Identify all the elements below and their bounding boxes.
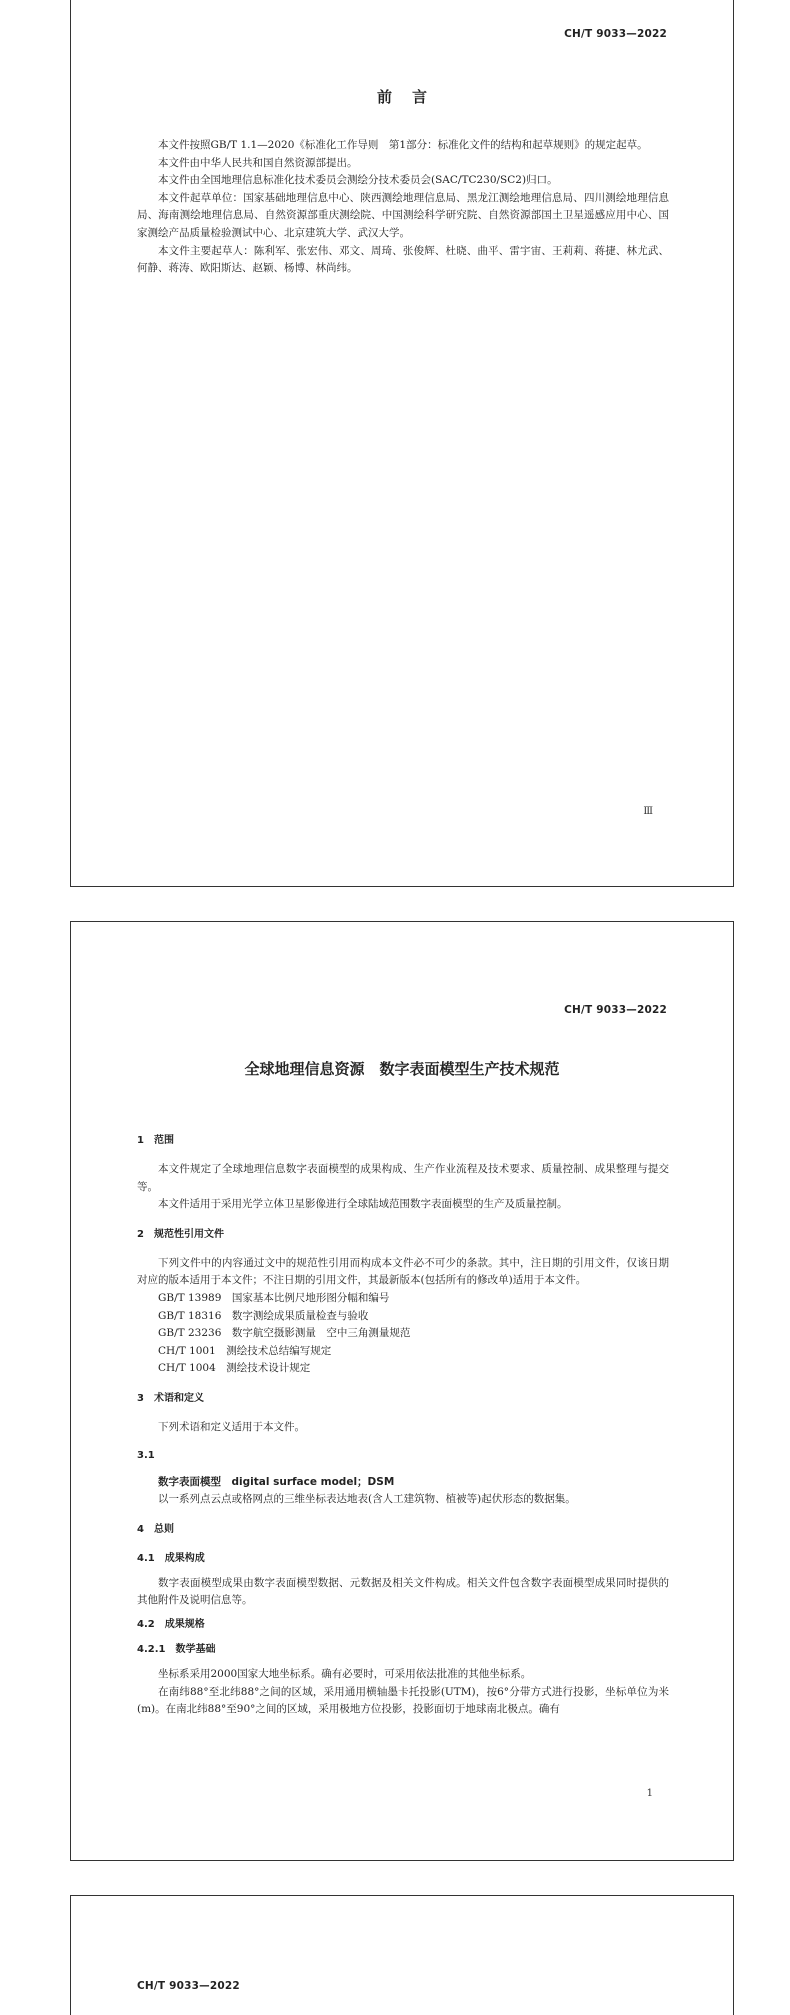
subsection-heading: 4.1 成果构成 [137, 1552, 205, 1564]
standard-code: CH/T 9033—2022 [564, 28, 667, 40]
subsection-heading: 4.2.1 数学基础 [137, 1643, 216, 1655]
standard-code: CH/T 9033—2022 [137, 1980, 240, 1992]
body-paragraph: 坐标系采用2000国家大地坐标系。确有必要时，可采用依法批准的其他坐标系。 [158, 1667, 532, 1680]
reference-item: GB/T 18316 数字测绘成果质量检查与验收 [158, 1309, 369, 1322]
body-paragraph: 在南纬88°至北纬88°之间的区域，采用通用横轴墨卡托投影(UTM)，按6°分带方式进行投影，坐标单位为米(m)。在南北纬88°至90°之间的区域，采用极地方位投影，投影面切于地球南北极点。确有 [137, 1685, 669, 1716]
term-definition: 以一系列点云点或格网点的三维坐标表达地表(含人工建筑物、植被等)起伏形态的数据集。 [158, 1493, 576, 1506]
reference-item: CH/T 1001 测绘技术总结编写规定 [158, 1344, 332, 1357]
body-paragraph: 本文件适用于采用光学立体卫星影像进行全球陆域范围数字表面模型的生产及质量控制。 [158, 1198, 568, 1211]
section-heading-scope: 1 范围 [137, 1135, 174, 1146]
reference-item: GB/T 13989 国家基本比例尺地形图分幅和编号 [158, 1291, 390, 1304]
foreword-heading: 前言 [376, 88, 447, 106]
page-main [70, 921, 734, 1861]
page-next [70, 1895, 734, 2015]
body-paragraph: 数字表面模型成果由数字表面模型数据、元数据及相关文件构成。相关文件包含数字表面模型成果同时提供的其他附件及说明信息等。 [137, 1576, 669, 1607]
page-number: Ⅲ [643, 806, 653, 817]
foreword-paragraph: 本文件按照GB/T 1.1—2020《标准化工作导则 第1部分：标准化文件的结构和起草规则》的规定起草。 [158, 139, 648, 151]
page-foreword [70, 0, 734, 887]
section-heading-general: 4 总则 [137, 1523, 174, 1535]
subsection-heading: 4.2 成果规格 [137, 1618, 205, 1630]
section-heading-references: 2 规范性引用文件 [137, 1228, 224, 1240]
foreword-paragraph: 本文件起草单位：国家基础地理信息中心、陕西测绘地理信息局、黑龙江测绘地理信息局、四川测绘地理信息局、海南测绘地理信息局、自然资源部重庆测绘院、中国测绘科学研究院、自然资源部国土卫星遥感应用中心、国家测绘产品质量检验测试中心、北京建筑大学、武汉大学。 [137, 191, 669, 239]
standard-code: CH/T 9033—2022 [564, 1004, 667, 1016]
term-name: 数字表面模型 digital surface model；DSM [158, 1475, 395, 1488]
body-paragraph: 下列术语和定义适用于本文件。 [158, 1420, 305, 1433]
term-number: 3.1 [137, 1449, 155, 1461]
section-heading-terms: 3 术语和定义 [137, 1392, 204, 1404]
body-paragraph: 下列文件中的内容通过文中的规范性引用而构成本文件必不可少的条款。其中，注日期的引用文件，仅该日期对应的版本适用于本文件；不注日期的引用文件，其最新版本(包括所有的修改单)适用于本文件。 [137, 1256, 669, 1287]
foreword-paragraph: 本文件由中华人民共和国自然资源部提出。 [158, 156, 358, 169]
reference-item: GB/T 23236 数字航空摄影测量 空中三角测量规范 [158, 1327, 411, 1340]
document-title: 全球地理信息资源 数字表面模型生产技术规范 [244, 1060, 560, 1078]
page-number: 1 [646, 1788, 653, 1799]
main-body [137, 1132, 669, 1719]
body-paragraph: 本文件规定了全球地理信息数字表面模型的成果构成、生产作业流程及技术要求、质量控制、成果整理与提交等。 [137, 1163, 669, 1193]
reference-item: CH/T 1004 测绘技术设计规定 [158, 1362, 311, 1375]
foreword-paragraph: 本文件由全国地理信息标准化技术委员会测绘分技术委员会(SAC/TC230/SC2)归口。 [158, 174, 558, 187]
foreword-paragraph: 本文件主要起草人：陈利军、张宏伟、邓文、周琦、张俊辉、杜晓、曲平、雷宇宙、王莉莉、蒋捷、林尤武、何静、蒋涛、欧阳斯达、赵颖、杨博、林尚纬。 [137, 244, 669, 275]
foreword-body [137, 137, 669, 278]
